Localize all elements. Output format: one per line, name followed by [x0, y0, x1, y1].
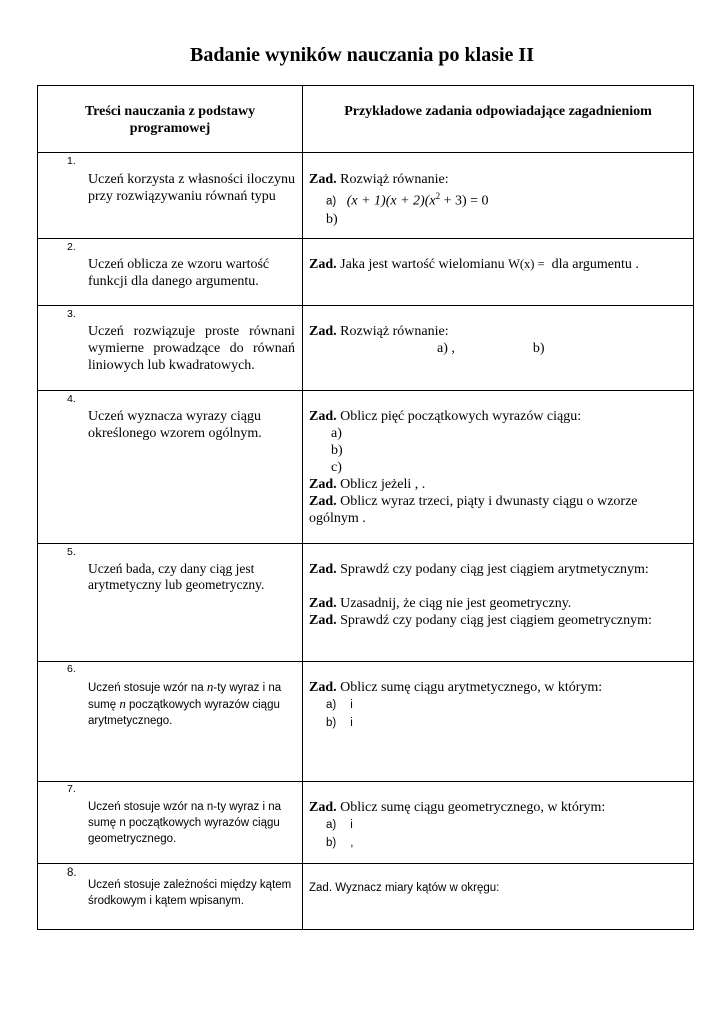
- option-a-label: a): [326, 195, 337, 208]
- row-number: 8.: [67, 867, 77, 879]
- table-row: [38, 544, 694, 662]
- task-text: Rozwiąż równanie:: [340, 172, 449, 187]
- row-6-task: [303, 662, 694, 782]
- row-2-topic: [38, 239, 303, 306]
- topic-text: Uczeń oblicza ze wzoru wartość funkcji dla danego argumentu.: [88, 257, 270, 289]
- topic-text: Uczeń korzysta z własności iloczynu przy rozwiązywaniu równań typu: [88, 172, 295, 204]
- row-5-task: [303, 544, 694, 662]
- row-number: 1.: [67, 155, 76, 167]
- topic-text: Uczeń bada, czy dany ciąg jest arytmetyczny lub geometryczny.: [88, 561, 265, 592]
- zad-label: Zad.: [309, 324, 337, 339]
- row-number: 6.: [67, 663, 76, 675]
- task-text: Sprawdź czy podany ciąg jest ciągiem geometrycznym:: [340, 613, 652, 628]
- option-b-label: b): [331, 443, 343, 458]
- row-7-topic: [38, 782, 303, 864]
- task-text: Sprawdź czy podany ciąg jest ciągiem arytmetycznym:: [340, 562, 649, 577]
- row-number: 2.: [67, 241, 76, 253]
- row-number: 7.: [67, 783, 76, 795]
- zad-label: Zad.: [309, 562, 337, 577]
- task-text: Oblicz sumę ciągu arytmetycznego, w którym:: [340, 680, 603, 695]
- row-number: 4.: [67, 393, 76, 405]
- topic-text: [88, 799, 295, 847]
- option-c-label: c): [331, 460, 342, 475]
- equation-a-rest: + 3) = 0: [440, 193, 489, 209]
- topic-text-part: początkowych wyrazów ciągu arytmetycznego.: [88, 699, 280, 727]
- row-number: 3.: [67, 308, 76, 320]
- option-a-text: a) ,: [437, 341, 455, 356]
- zad-label: Zad.: [309, 613, 337, 628]
- option-b-label: b): [532, 341, 545, 356]
- row-3-topic: [38, 306, 303, 391]
- table-row: [38, 391, 694, 544]
- option-b-label: b): [326, 837, 337, 849]
- row-1-topic: [38, 153, 303, 239]
- row-2-task: [303, 239, 694, 306]
- task-text: Oblicz sumę ciągu geometrycznego, w którym:: [340, 800, 606, 815]
- option-a-label: a): [331, 426, 342, 441]
- row-8-task: [303, 864, 694, 930]
- topic-text: Uczeń rozwiązuje proste równani wymierne prowadzące do równań liniowych lub kwadratowych.: [88, 324, 295, 373]
- task-text-end: dla argumentu .: [551, 257, 639, 272]
- topic-text-part: początkowych wyrazów ciągu geometrycznego.: [88, 817, 280, 845]
- curriculum-table: [37, 85, 694, 930]
- variable-n: n: [119, 817, 126, 829]
- zad-label: Zad.: [309, 172, 337, 187]
- zad-label: Zad.: [309, 477, 337, 492]
- option-a-value: i: [350, 819, 353, 831]
- task-text: Oblicz wyraz trzeci, piąty i dwunasty ciągu o wzorze: [340, 494, 638, 509]
- zad-label: Zad.: [309, 800, 337, 815]
- variable-n: n: [119, 696, 126, 711]
- option-a-label: a): [326, 699, 337, 711]
- option-b-label: b): [326, 717, 337, 729]
- table-row: [38, 782, 694, 864]
- zad-label: Zad.: [309, 494, 337, 509]
- topic-text-part: Uczeń stosuje wzór na: [88, 682, 207, 694]
- task-text: Uzasadnij, że ciąg nie jest geometryczny.: [340, 596, 572, 611]
- task-text: Jaka jest wartość wielomianu: [340, 257, 505, 272]
- task-text: Oblicz jeżeli , .: [340, 477, 426, 492]
- option-b-label: b): [326, 211, 338, 227]
- task-text-cont: ogólnym .: [309, 511, 366, 526]
- topic-text: [88, 679, 295, 729]
- option-a-label: a): [326, 819, 337, 831]
- option-b-value: i: [350, 717, 353, 729]
- row-6-topic: [38, 662, 303, 782]
- header-left: [38, 86, 303, 153]
- variable-n: n: [206, 801, 214, 813]
- task-text: Zad. Wyznacz miary kątów w okręgu:: [309, 882, 500, 894]
- table-row: [38, 662, 694, 782]
- option-b-value: ,: [350, 837, 354, 849]
- topic-text: Uczeń stosuje zależności między kątem środkowym i kątem wpisanym.: [88, 879, 292, 907]
- row-3-task: [303, 306, 694, 391]
- topic-text-part: -ty wyraz i na sumę: [88, 682, 282, 711]
- header-left-label: Treści nauczania z podstawy programowej: [84, 104, 256, 136]
- topic-text: Uczeń wyznacza wyrazy ciągu określonego wzorem ogólnym.: [88, 409, 262, 441]
- row-1-task: [303, 153, 694, 239]
- page-title: Badanie wyników nauczania po klasie II: [190, 44, 534, 66]
- equation-a: (x + 1)(x + 2)(x: [346, 193, 436, 209]
- zad-label: Zad.: [309, 257, 337, 272]
- row-8-topic: [38, 864, 303, 930]
- zad-label: Zad.: [309, 596, 337, 611]
- header-right-label: Przykładowe zadania odpowiadające zagadnieniom: [344, 104, 652, 119]
- table-row: [38, 153, 694, 239]
- topic-text-part: Uczeń stosuje wzór na: [88, 801, 207, 813]
- table-row: [38, 239, 694, 306]
- table-row: [38, 864, 694, 930]
- row-number: 5.: [67, 546, 76, 558]
- option-a-value: i: [350, 699, 353, 711]
- topic-text-part: -ty wyraz i na sumę: [88, 801, 282, 829]
- row-5-topic: [38, 544, 303, 662]
- zad-label: Zad.: [309, 409, 337, 424]
- task-text: Oblicz pięć początkowych wyrazów ciągu:: [340, 409, 582, 424]
- task-text: Rozwiąż równanie:: [340, 324, 449, 339]
- zad-label: Zad.: [309, 680, 337, 695]
- row-4-task: [303, 391, 694, 544]
- equation-a-exponent: 2: [435, 191, 441, 201]
- table-row: [38, 306, 694, 391]
- variable-n: n: [206, 679, 214, 694]
- table-header-row: [38, 86, 694, 153]
- polynomial-label: W(x) =: [508, 257, 545, 271]
- header-right: [303, 86, 694, 153]
- row-4-topic: [38, 391, 303, 544]
- row-7-task: [303, 782, 694, 864]
